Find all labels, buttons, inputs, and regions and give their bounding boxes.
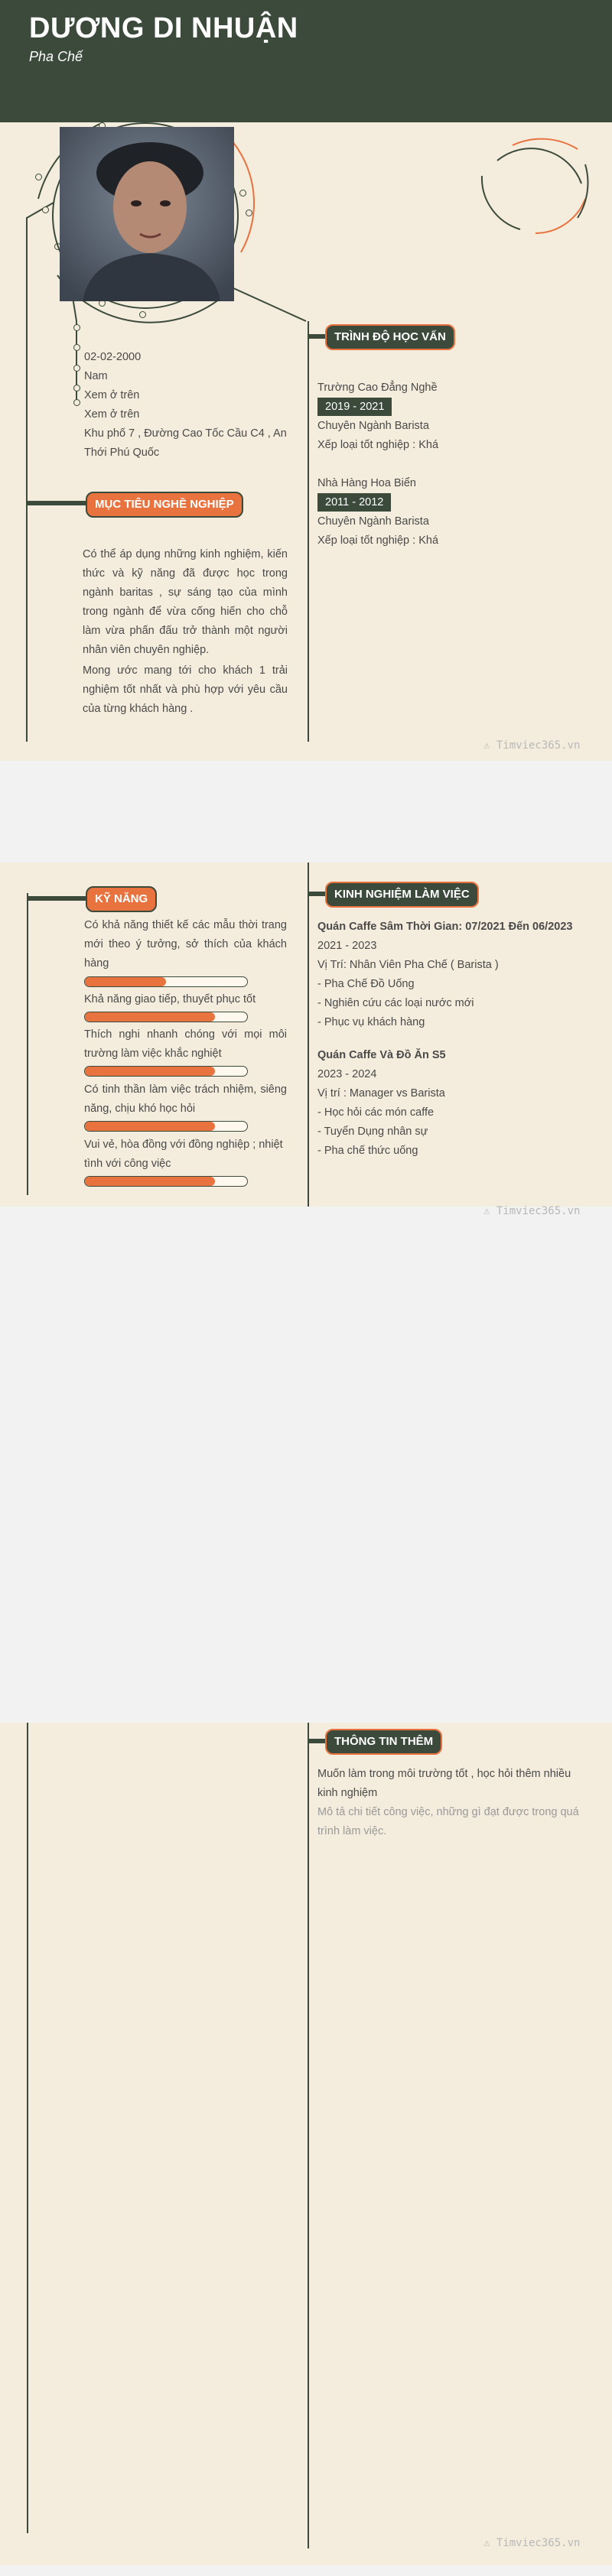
education-years: 2011 - 2012 bbox=[317, 493, 391, 512]
email: Xem ở trên bbox=[84, 408, 140, 421]
extra-placeholder: Mô tả chi tiết công việc, những gì đạt được trong quá trình làm việc. bbox=[317, 1806, 579, 1837]
extra-text: Muốn làm trong môi trường tốt , học hỏi thêm nhiều kinh nghiệm bbox=[317, 1768, 571, 1799]
skill-fill-1 bbox=[85, 977, 166, 986]
education-major: Chuyên Ngành Barista bbox=[317, 420, 429, 432]
job-company: Quán Caffe Sâm Thời Gian: 07/2021 Đến 06/2023 bbox=[317, 921, 573, 933]
phone: Xem ở trên bbox=[84, 389, 140, 401]
skill-bar-2 bbox=[84, 1012, 248, 1022]
objective-title: MỤC TIÊU NGHỀ NGHIỆP bbox=[86, 492, 243, 518]
skill-bar-1 bbox=[84, 976, 248, 987]
job-duty: - Pha chế thức uống bbox=[317, 1145, 418, 1157]
address: Khu phố 7 , Đường Cao Tốc Cầu C4 , An Thới Phú Quốc bbox=[84, 427, 287, 459]
job-duty: - Phục vụ khách hàng bbox=[317, 1016, 425, 1028]
education-grade: Xếp loại tốt nghiệp : Khá bbox=[317, 534, 439, 547]
job-duty: - Học hỏi các món caffe bbox=[317, 1106, 435, 1119]
left-rail bbox=[27, 1723, 28, 2533]
skill-bar-4 bbox=[84, 1121, 248, 1132]
watermark-text: Timviec365.vn bbox=[496, 739, 581, 752]
education-connector bbox=[308, 334, 327, 339]
watermark: ⚠ Timviec365.vn bbox=[483, 739, 581, 752]
skill-bar-3 bbox=[84, 1066, 248, 1077]
education-item-1 bbox=[317, 378, 585, 455]
skill-label-3: Thích nghi nhanh chóng với mọi môi trường làm việc khắc nghiệt bbox=[84, 1028, 287, 1060]
extra-connector bbox=[308, 1739, 327, 1743]
job-years: 2021 - 2023 bbox=[317, 940, 377, 952]
education-title: TRÌNH ĐỘ HỌC VẤN bbox=[325, 324, 455, 350]
job-duty: - Nghiên cứu các loại nước mới bbox=[317, 997, 474, 1009]
objective-text-2: Mong ước mang tới cho khách 1 trải nghiệm tốt nhất và phù hợp với yêu cầu của từng khách hàng . bbox=[83, 664, 288, 715]
education-grade: Xếp loại tốt nghiệp : Khá bbox=[317, 439, 439, 451]
cv-page-3 bbox=[0, 1723, 612, 2565]
column-divider bbox=[308, 1723, 309, 2548]
experience-title: KINH NGHIỆM LÀM VIỆC bbox=[325, 882, 479, 908]
education-years: 2019 - 2021 bbox=[317, 398, 392, 416]
job-company: Quán Caffe Và Đồ Ăn S5 bbox=[317, 1049, 446, 1061]
candidate-name: DƯƠNG DI NHUẬN bbox=[29, 12, 298, 44]
job-duty: - Tuyển Dụng nhân sự bbox=[317, 1126, 428, 1138]
education-major: Chuyên Ngành Barista bbox=[317, 515, 429, 528]
school-name: Trường Cao Đẳng Nghề bbox=[317, 382, 438, 394]
watermark-text: Timviec365.vn bbox=[496, 1205, 581, 1217]
skill-fill-5 bbox=[85, 1177, 215, 1186]
skill-fill-2 bbox=[85, 1012, 215, 1022]
skill-label-2: Khả năng giao tiếp, thuyết phục tốt bbox=[84, 993, 256, 1005]
skill-bar-5 bbox=[84, 1176, 248, 1187]
job-1 bbox=[317, 918, 593, 1032]
education-item-2 bbox=[317, 474, 585, 551]
job-years: 2023 - 2024 bbox=[317, 1068, 377, 1080]
watermark: ⚠ Timviec365.vn bbox=[483, 1205, 581, 1217]
watermark: ⚠ Timviec365.vn bbox=[483, 2537, 581, 2549]
candidate-role: Pha Chế bbox=[29, 49, 83, 64]
left-rail bbox=[27, 893, 28, 1195]
gender: Nam bbox=[84, 370, 108, 382]
job-position: Vị Trí: Nhân Viên Pha Chế ( Barista ) bbox=[317, 959, 499, 971]
cv-page-2 bbox=[0, 862, 612, 1217]
skill-label-1: Có khả năng thiết kế các mẫu thời trang mới theo ý tưởng, sở thích của khách hàng bbox=[84, 919, 287, 970]
skill-fill-4 bbox=[85, 1122, 215, 1131]
skill-label-5: Vui vẻ, hòa đồng với đồng nghiệp ; nhiệt tình với công việc bbox=[84, 1139, 283, 1170]
column-divider bbox=[308, 321, 309, 742]
job-position: Vị trí : Manager vs Barista bbox=[317, 1087, 445, 1100]
watermark-text: Timviec365.vn bbox=[496, 2537, 581, 2549]
skills-title: KỸ NĂNG bbox=[86, 886, 157, 912]
extra-title: THÔNG TIN THÊM bbox=[325, 1729, 442, 1755]
column-divider bbox=[308, 862, 309, 1207]
objective-connector bbox=[27, 501, 88, 505]
job-duty: - Pha Chế Đồ Uống bbox=[317, 978, 415, 990]
cv-page-1 bbox=[0, 0, 612, 761]
skills-connector bbox=[27, 896, 88, 901]
experience-connector bbox=[308, 892, 327, 896]
avatar bbox=[60, 127, 234, 301]
skill-fill-3 bbox=[85, 1067, 215, 1076]
school-name: Nhà Hàng Hoa Biển bbox=[317, 477, 416, 489]
birthdate: 02-02-2000 bbox=[84, 351, 142, 363]
objective-text-1: Có thể áp dụng những kinh nghiệm, kiến thức và kỹ năng đã được học trong ngành baritas , sự sáng tạo của mình trong ngành để vừa cống hiến cho chỗ làm vừa phấn đấu trở thành một người nhân viên chuyên nghiệp. bbox=[83, 548, 288, 656]
job-2 bbox=[317, 1046, 593, 1161]
skill-label-4: Có tinh thần làm việc trách nhiệm, siêng năng, chịu khó học hỏi bbox=[84, 1083, 287, 1115]
